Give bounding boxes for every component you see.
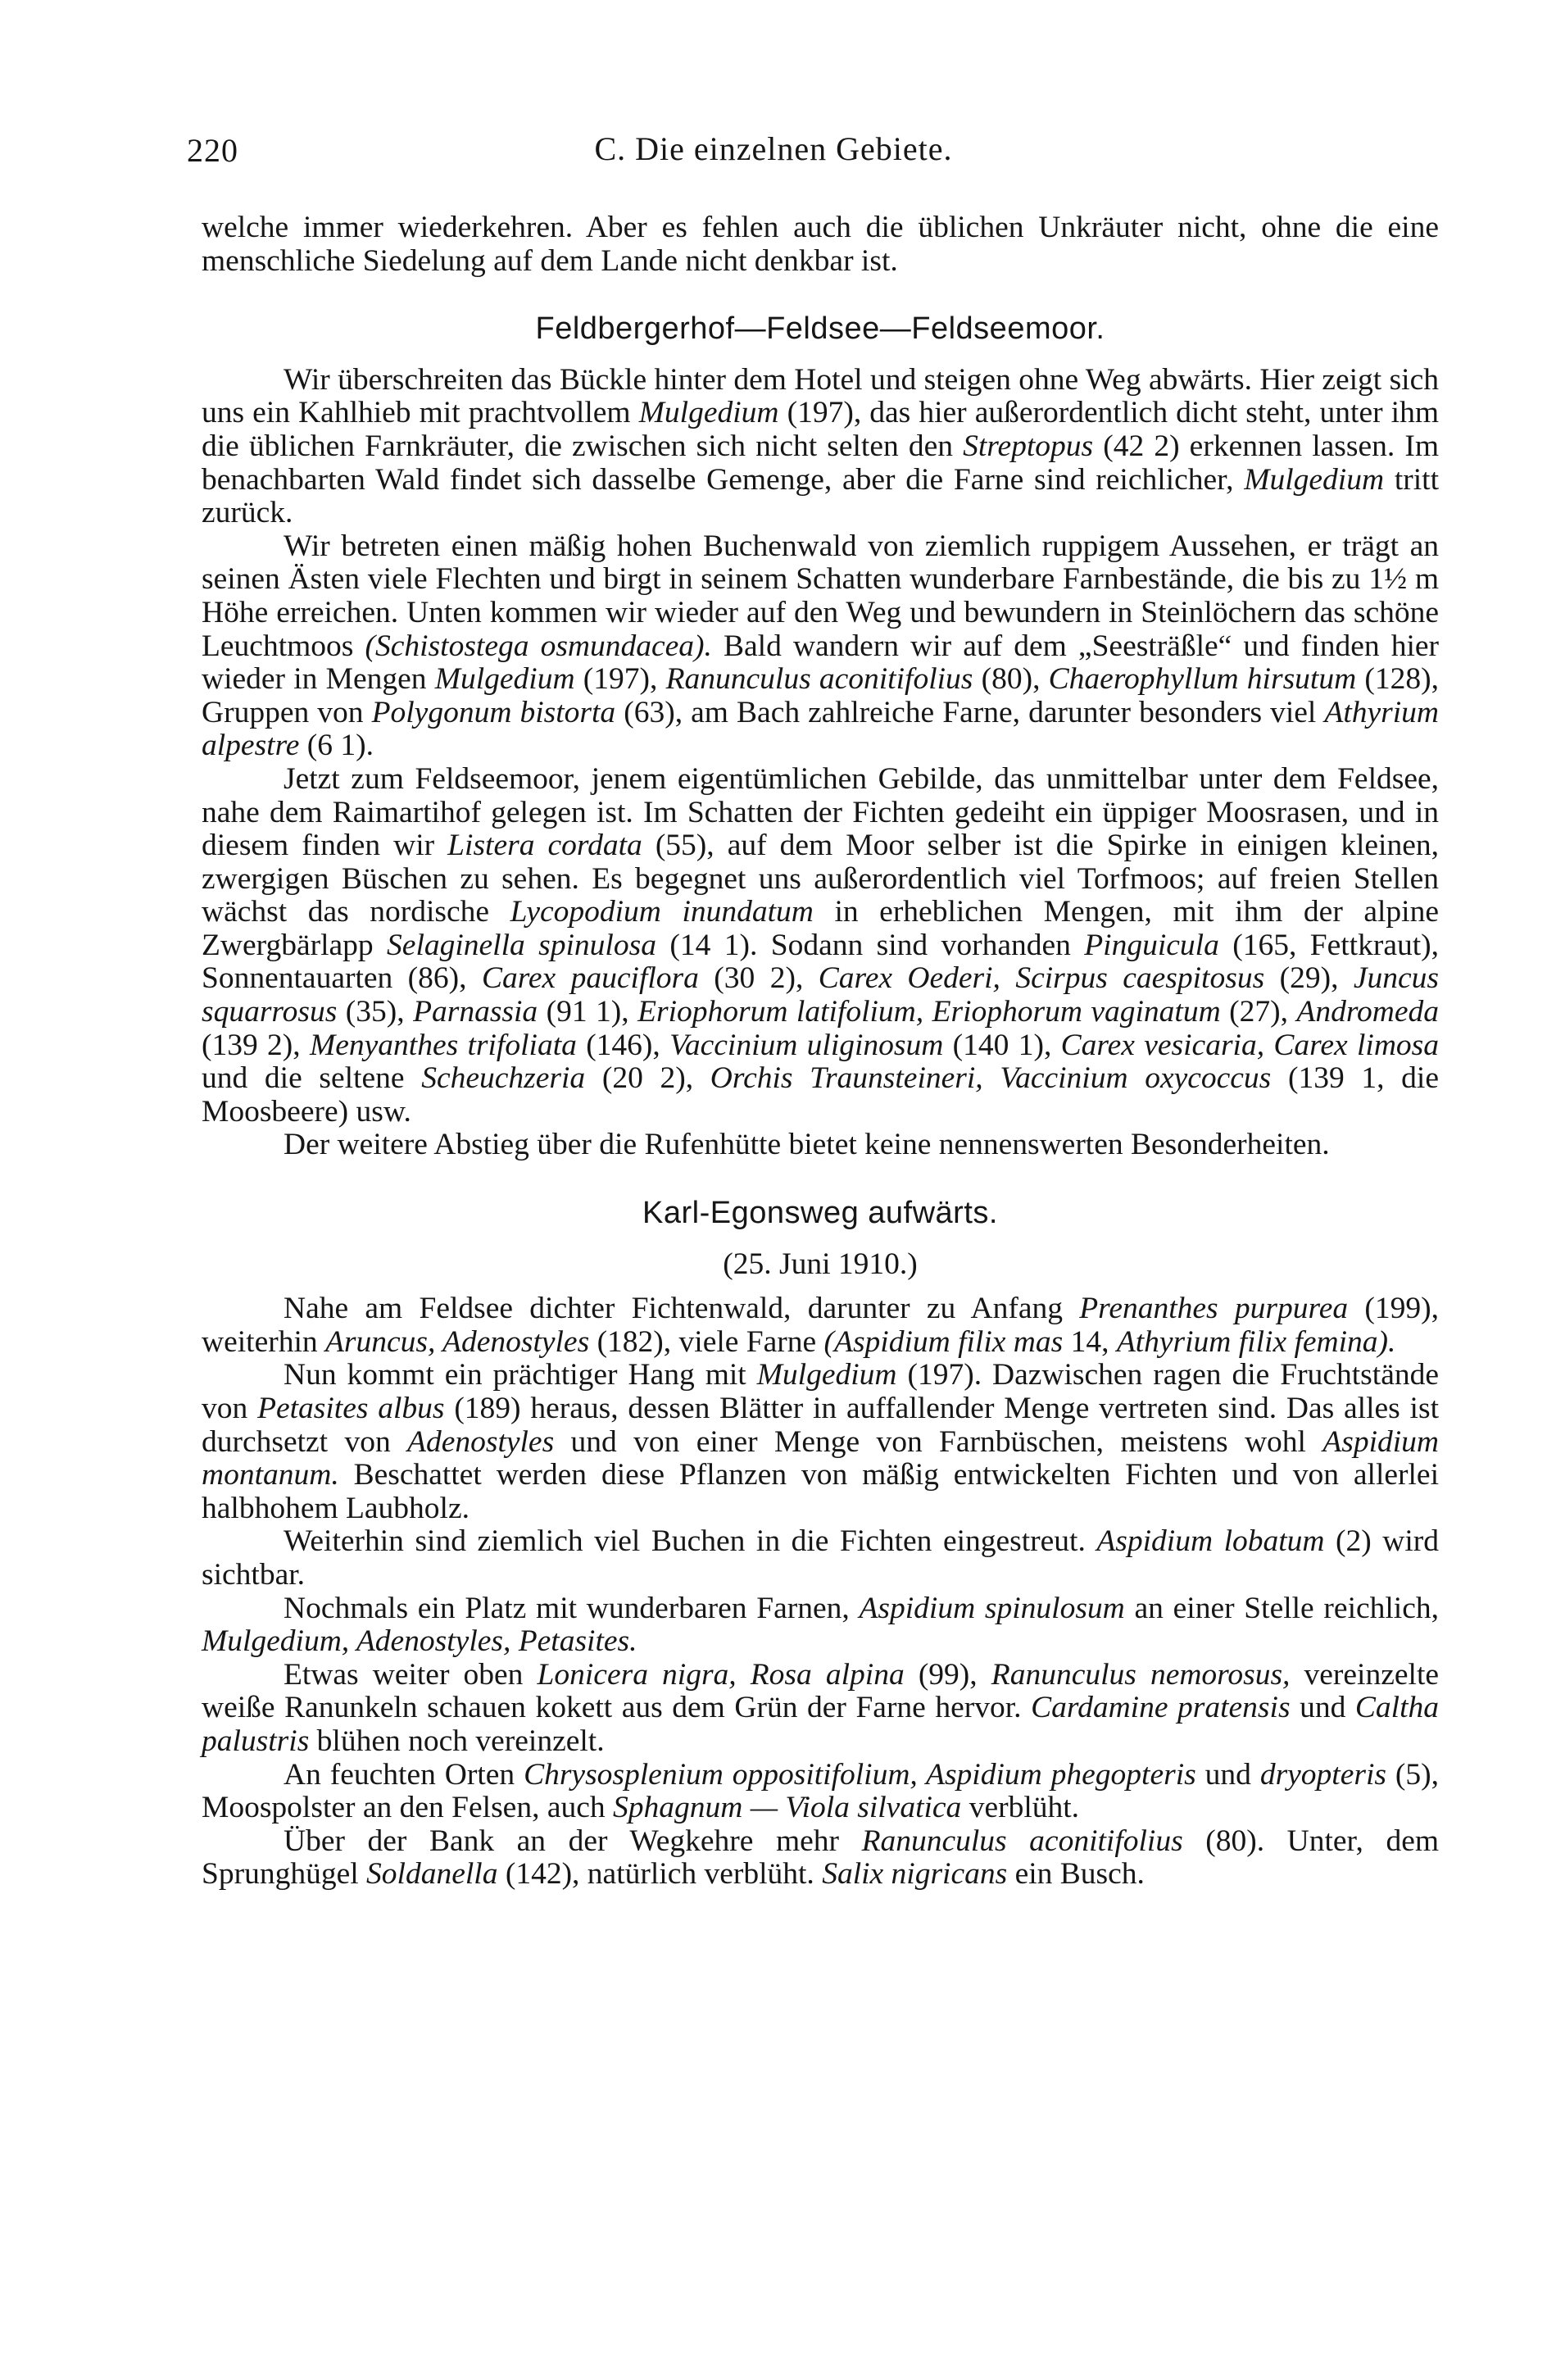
text-run: (142), natürlich verblüht. <box>497 1857 823 1892</box>
species-name: Chrysosplenium oppositifolium, Aspidium phegopteris <box>524 1757 1196 1792</box>
paragraph <box>202 364 1439 530</box>
section-heading: Feldbergerhof—Feldsee—Feldseemoor. <box>535 311 1105 347</box>
species-name: Juncus squarrosus <box>202 961 1440 1029</box>
text-run: (128), Gruppen von <box>202 662 1439 729</box>
text-run: (197), das hier außerordentlich dicht steht, unter ihm die üblichen Farnkräuter, die zwischen sich nicht selten den <box>202 396 1439 463</box>
text-run: blühen noch vereinzelt. <box>309 1724 605 1758</box>
text-run: Beschattet werden diese Pflanzen von mäßig entwickelten Fichten und von allerlei halbhohem Laubholz. <box>202 1458 1439 1525</box>
body-text <box>202 211 1439 1892</box>
species-name: Andromeda <box>1296 995 1440 1029</box>
text-run: (189) heraus, dessen Blätter in auffallender Menge vertreten sind. Das alles ist durchsetzt von <box>202 1392 1439 1459</box>
text-run: (139 1, die Moosbeere) usw. <box>202 1061 1439 1129</box>
species-name: Carex pauciflora <box>481 961 699 996</box>
text-run: Nahe am Feldsee dichter Fichtenwald, darunter zu Anfang <box>284 1292 1080 1326</box>
text-run: (140 1), <box>943 1028 1061 1062</box>
running-head: C. Die einzelnen Gebiete. <box>594 130 953 167</box>
text-run: (80). Unter, dem Sprunghügel <box>202 1824 1440 1892</box>
text-run: und von einer Menge von Farnbüschen, meistens wohl <box>554 1424 1323 1459</box>
species-name: dryopteris <box>1259 1757 1386 1792</box>
species-name: Scheuchzeria <box>421 1061 586 1096</box>
text-run: tritt zurück. <box>202 462 1439 530</box>
text-run: (91 1), <box>538 995 638 1029</box>
text-run: Etwas weiter oben <box>284 1657 538 1692</box>
text-run: (27), <box>1220 995 1297 1029</box>
species-name: Listera cordata <box>447 829 642 863</box>
species-name: Soldanella <box>366 1857 498 1892</box>
paragraph <box>202 1129 1439 1162</box>
text-run: (146), <box>576 1028 670 1062</box>
species-name: Aspidium lobatum <box>1096 1524 1325 1559</box>
paragraph <box>202 763 1439 1129</box>
text-run: (197), <box>574 662 666 697</box>
text-run: und <box>1290 1691 1355 1725</box>
species-name: Menyanthes trifoliata <box>310 1028 577 1062</box>
paragraph <box>202 1759 1439 1825</box>
text-run: (63), am Bach zahlreiche Farne, darunter besonders viel <box>615 695 1325 729</box>
paragraph <box>202 1359 1439 1525</box>
text-run: Über der Bank an der Wegkehre mehr <box>284 1824 862 1858</box>
section-heading: Karl-Egonsweg aufwärts. <box>642 1196 998 1231</box>
paragraph <box>202 1825 1439 1892</box>
paragraph <box>202 211 1439 278</box>
species-name: Petasites albus <box>257 1392 445 1425</box>
text-run: (14 1). Sodann sind vorhanden <box>656 928 1085 962</box>
text-run: (139 2), <box>202 1028 310 1062</box>
species-name: Ranunculus aconitifolius <box>861 1824 1183 1858</box>
text-run: (29), <box>1264 961 1354 996</box>
species-name: Vaccinium uliginosum <box>669 1028 944 1062</box>
species-name: (Schistostega osmundacea). <box>365 629 712 663</box>
paragraph <box>202 1592 1439 1659</box>
text-run: verblüht. <box>961 1791 1080 1825</box>
text-run: (199), weiterhin <box>202 1292 1439 1359</box>
species-name: Selaginella spinulosa <box>387 928 656 962</box>
species-name: Aspidium spinulosum <box>859 1591 1125 1625</box>
text-run: vereinzelte weiße Ranunkeln schauen kokett aus dem Grün der Farne hervor. <box>202 1657 1440 1725</box>
species-name: Lonicera nigra, Rosa alpina <box>537 1657 905 1692</box>
text-run: (182), viele Farne <box>589 1324 824 1359</box>
species-name: Caltha palustris <box>202 1691 1440 1758</box>
text-run: An feuchten Orten <box>284 1757 524 1792</box>
species-name: Mulgedium <box>434 662 575 697</box>
page-number: 220 <box>187 132 238 169</box>
text-run: und die seltene <box>202 1061 422 1096</box>
text-run: (35), <box>337 995 414 1029</box>
species-name: Athyrium filix femina). <box>1116 1324 1396 1359</box>
text-run: 14, <box>1063 1324 1117 1359</box>
species-name: Aruncus, Adenostyles <box>325 1324 590 1359</box>
text-run: (42 2) erkennen lassen. Im benachbarten Wald findet sich dasselbe Gemenge, aber die Farne sind reichlicher, <box>202 429 1440 497</box>
text-run: Nochmals ein Platz mit wunderbaren Farnen, <box>284 1591 860 1625</box>
text-run: Nun kommt ein prächtiger Hang mit <box>284 1358 757 1392</box>
species-name: Prenanthes purpurea <box>1079 1292 1349 1326</box>
text-run: (165, Fettkraut), Sonnentauarten (86), <box>202 928 1439 996</box>
species-name: Mulgedium, Adenostyles, Petasites. <box>202 1624 637 1659</box>
text-run: (6 1). <box>299 729 374 763</box>
species-name: Mulgedium <box>638 396 779 430</box>
species-name: Mulgedium <box>756 1358 897 1392</box>
species-name: Salix nigricans <box>822 1857 1008 1892</box>
species-name: Carex vesicaria, Carex limosa <box>1060 1028 1439 1062</box>
paragraph <box>202 1525 1439 1592</box>
text-run: (99), <box>904 1657 991 1692</box>
species-name: Athyrium alpestre <box>202 695 1439 763</box>
text-run: welche immer wiederkehren. Aber es fehlen auch die üblichen Unkräuter nicht, ohne die eine menschliche Siedelung auf dem Lande nicht denkbar ist. <box>202 211 1439 278</box>
text-run: Wir betreten einen mäßig hohen Buchenwald von ziemlich ruppigem Aussehen, er trägt an seinen Ästen viele Flechten und birgt in seinem Schatten wunderbare Farnbestände, die bis zu 1½ m Höhe erreichen. Unten kommen wir wieder auf den Weg und bewundern in Steinlöchern das schöne Leuchtmoos <box>202 529 1439 663</box>
text-run: Weiterhin sind ziemlich viel Buchen in die Fichten eingestreut. <box>284 1524 1097 1559</box>
species-name: Parnassia <box>413 995 538 1029</box>
species-name: Aspidium montanum. <box>202 1424 1439 1492</box>
text-run: (20 2), <box>585 1061 710 1096</box>
species-name: Mulgedium <box>1244 462 1385 497</box>
text-run: und <box>1195 1757 1260 1792</box>
text-run: (30 2), <box>698 961 819 996</box>
text-run: an einer Stelle reichlich, <box>1124 1591 1439 1625</box>
text-run: (2) wird sichtbar. <box>202 1524 1439 1592</box>
text-run: ein Busch. <box>1007 1857 1145 1892</box>
text-run: (80), <box>973 662 1049 697</box>
paragraph <box>202 530 1439 763</box>
species-name: Streptopus <box>963 429 1094 463</box>
text-run: Bald wandern wir auf dem „Seesträßle“ und finden hier wieder in Mengen <box>202 629 1439 697</box>
species-name: Sphagnum — Viola silvatica <box>612 1791 962 1825</box>
text-run: (55), auf dem Moor selber ist die Spirke in einigen kleinen, zwergigen Büschen zu sehen. Es begegnet uns außerordentlich viel Torfmoos; auf freien Stellen wächst das nordische <box>202 829 1439 929</box>
text-run: Der weitere Abstieg über die Rufenhütte bietet keine nennenswerten Besonderheiten. <box>284 1128 1330 1162</box>
paragraph <box>202 1659 1439 1759</box>
species-name: Lycopodium inundatum <box>510 895 814 929</box>
text-run: Wir überschreiten das Bückle hinter dem Hotel und steigen ohne Weg abwärts. Hier zeigt sich uns ein Kahlhieb mit prachtvollem <box>202 362 1439 430</box>
species-name: Ranunculus aconitifolius <box>665 662 973 697</box>
species-name: Pinguicula <box>1084 928 1219 962</box>
species-name: Chaerophyllum hirsutum <box>1048 662 1357 697</box>
species-name: Ranunculus nemorosus, <box>991 1657 1291 1692</box>
paragraph <box>202 1292 1439 1359</box>
species-name: Carex Oederi, Scirpus caespitosus <box>818 961 1265 996</box>
section-date: (25. Juni 1910.) <box>723 1247 918 1281</box>
species-name: (Aspidium filix mas <box>823 1324 1064 1359</box>
species-name: Eriophorum latifolium, Eriophorum vaginatum <box>637 995 1221 1029</box>
species-name: Cardamine pratensis <box>1031 1691 1291 1725</box>
text-run: (197). Dazwischen ragen die Fruchtstände von <box>202 1358 1439 1425</box>
text-run: (5), Moospolster an den Felsen, auch <box>202 1757 1440 1825</box>
text-run: in erheblichen Mengen, mit ihm der alpine Zwergbärlapp <box>202 895 1439 962</box>
species-name: Orchis Traunsteineri, Vaccinium oxycoccus <box>710 1061 1272 1096</box>
text-run: Jetzt zum Feldseemoor, jenem eigentümlichen Gebilde, das unmittelbar unter dem Feldsee, nahe dem Raimartihof gelegen ist. Im Schatten der Fichten gedeiht ein üppiger Moosrasen, und in diesem finden wir <box>202 761 1439 863</box>
species-name: Polygonum bistorta <box>371 695 616 729</box>
species-name: Adenostyles <box>407 1424 555 1459</box>
